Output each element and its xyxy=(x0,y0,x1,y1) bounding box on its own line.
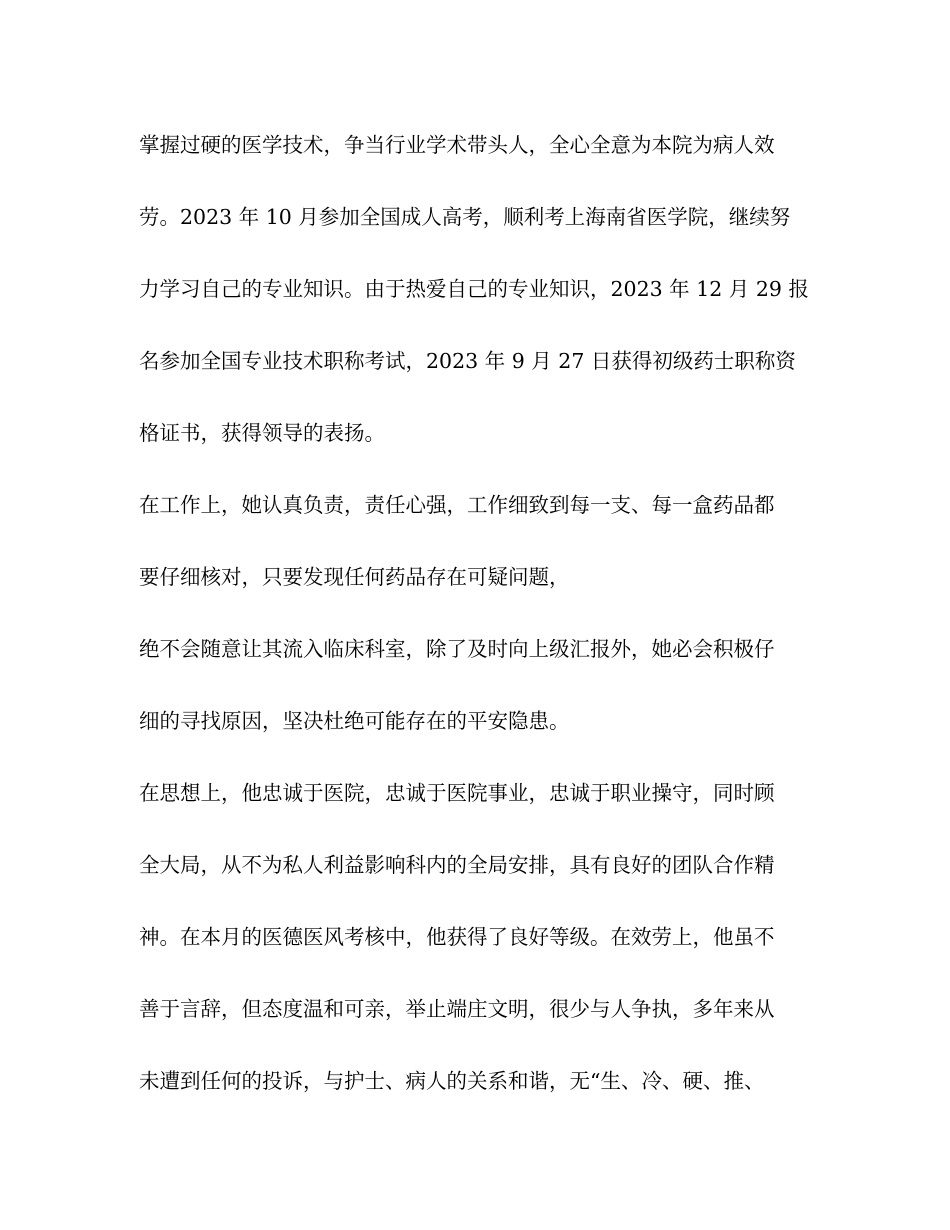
text-line: 绝不会随意让其流入临床科室，除了及时向上级汇报外，她必会积极仔 xyxy=(139,637,775,661)
body-text xyxy=(139,121,829,1129)
text-line: 神。在本月的医德医风考核中，他获得了良好等级。在效劳上，他虽不 xyxy=(139,925,775,949)
text-line: 未遭到任何的投诉，与护士、病人的关系和谐，无“生、冷、硬、推、 xyxy=(139,1069,765,1093)
text-line: 要仔细核对，只要发现任何药品存在可疑问题， xyxy=(139,565,570,589)
text-line: 名参加全国专业技术职称考试，2023 年 9 月 27 日获得初级药士职称资 xyxy=(139,349,796,373)
text-line: 在思想上，他忠诚于医院，忠诚于医院事业，忠诚于职业操守，同时顾 xyxy=(139,781,775,805)
text-line: 劳。2023 年 10 月参加全国成人高考，顺利考上海南省医学院，继续努 xyxy=(139,205,791,229)
text-line: 细的寻找原因，坚决杜绝可能存在的平安隐患。 xyxy=(139,709,570,733)
text-line: 善于言辞，但态度温和可亲，举止端庄文明，很少与人争执，多年来从 xyxy=(139,997,775,1021)
text-line: 全大局，从不为私人利益影响科内的全局安排，具有良好的团队合作精 xyxy=(139,853,775,877)
text-line: 格证书，获得领导的表扬。 xyxy=(139,421,385,445)
text-line: 在工作上，她认真负责，责任心强，工作细致到每一支、每一盒药品都 xyxy=(139,493,775,517)
text-line: 掌握过硬的医学技术，争当行业学术带头人，全心全意为本院为病人效 xyxy=(139,133,775,157)
text-line: 力学习自己的专业知识。由于热爱自己的专业知识，2023 年 12 月 29 报 xyxy=(139,277,809,301)
